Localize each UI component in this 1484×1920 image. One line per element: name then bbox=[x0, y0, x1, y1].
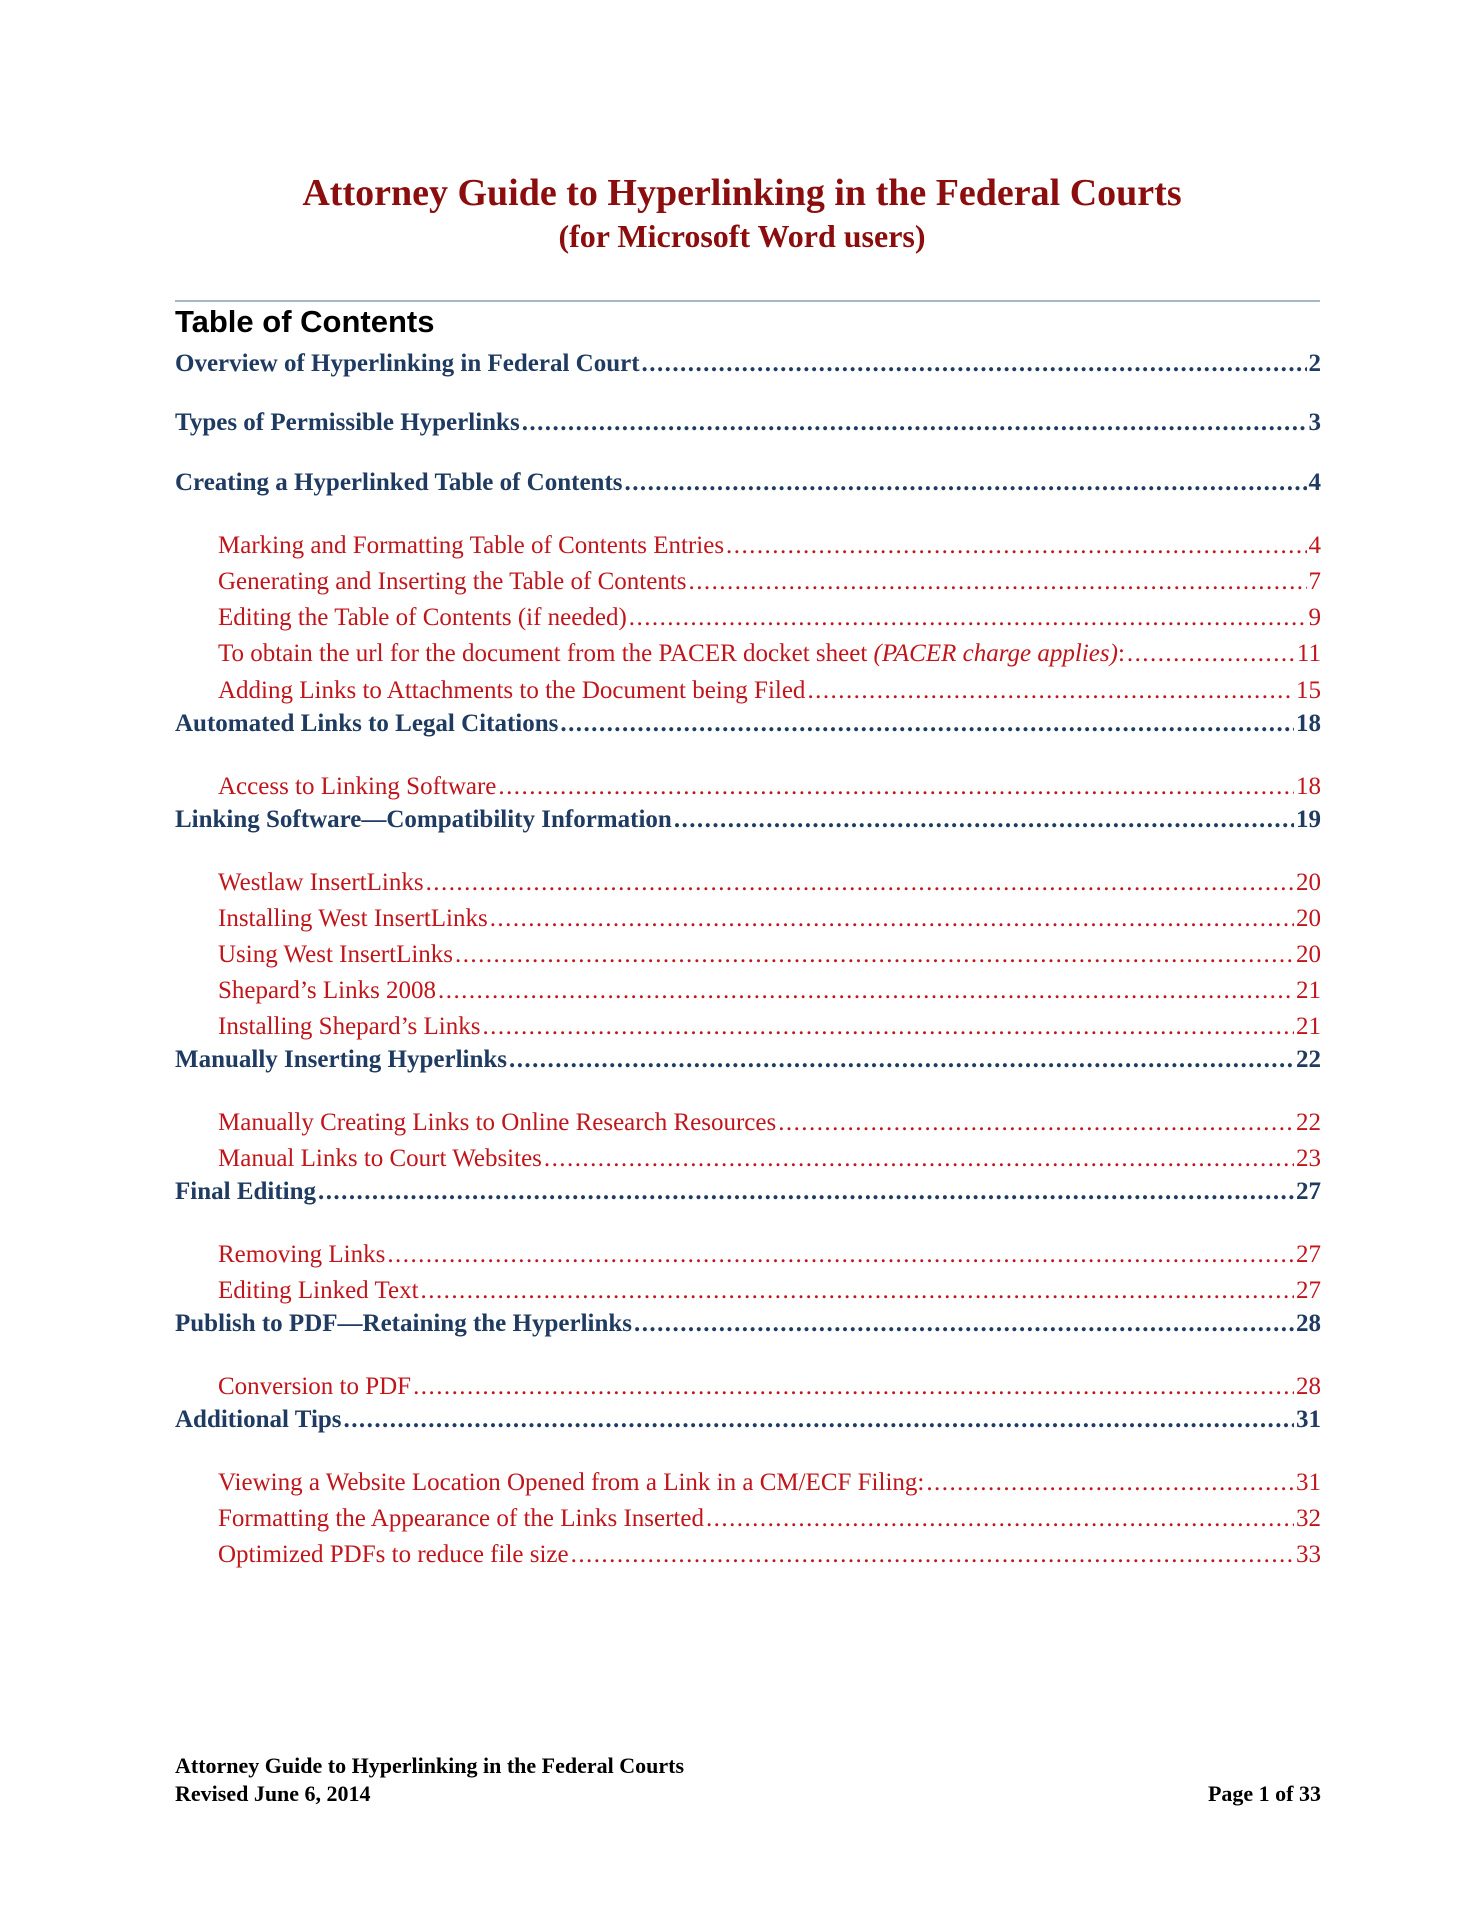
toc-page-number: 18 bbox=[1296, 710, 1321, 737]
dot-leader bbox=[689, 568, 1307, 596]
toc-page-number: 20 bbox=[1296, 941, 1321, 968]
dot-leader bbox=[625, 469, 1307, 497]
dot-leader bbox=[807, 677, 1294, 705]
toc-page-number: 22 bbox=[1296, 1109, 1321, 1136]
toc-page-number: 20 bbox=[1296, 869, 1321, 896]
toc-entry-label: To obtain the url for the document from the PACER docket sheet (PACER charge applies): bbox=[218, 640, 1125, 667]
toc-entry-label: Final Editing bbox=[175, 1178, 317, 1205]
toc-page-number: 9 bbox=[1308, 604, 1321, 631]
toc-subsection-link[interactable] bbox=[218, 1145, 1321, 1173]
toc-entry-label: Shepard’s Links 2008 bbox=[218, 977, 437, 1004]
dot-leader bbox=[482, 1013, 1294, 1041]
dot-leader bbox=[706, 1505, 1294, 1533]
toc-page-number: 27 bbox=[1296, 1241, 1321, 1268]
toc-section-link[interactable] bbox=[175, 1178, 1321, 1206]
toc-entry-label: Viewing a Website Location Opened from a Link in a CM/ECF Filing: bbox=[218, 1469, 925, 1496]
dot-leader bbox=[674, 806, 1294, 834]
dot-leader bbox=[318, 1178, 1294, 1206]
toc-page-number: 28 bbox=[1296, 1373, 1321, 1400]
toc-section-link[interactable] bbox=[175, 710, 1321, 738]
toc-entry-label: Editing the Table of Contents (if needed) bbox=[218, 604, 627, 631]
dot-leader bbox=[778, 1109, 1294, 1137]
toc-subsection-link[interactable] bbox=[218, 869, 1321, 897]
toc-subsection-link[interactable] bbox=[218, 1277, 1321, 1305]
dot-leader bbox=[509, 1046, 1294, 1074]
toc-page-number: 31 bbox=[1296, 1406, 1321, 1433]
toc-entry-label: Publish to PDF—Retaining the Hyperlinks bbox=[175, 1310, 632, 1337]
toc-subsection-link[interactable] bbox=[218, 1109, 1321, 1137]
toc-entry-label: Using West InsertLinks bbox=[218, 941, 454, 968]
dot-leader bbox=[571, 1541, 1294, 1569]
toc-entry-label: Overview of Hyperlinking in Federal Court bbox=[175, 350, 640, 377]
toc-page-number: 4 bbox=[1308, 469, 1321, 496]
document-subtitle: (for Microsoft Word users) bbox=[558, 218, 926, 254]
toc-entry-label: Editing Linked Text bbox=[218, 1277, 419, 1304]
toc-page-number: 11 bbox=[1296, 640, 1321, 667]
toc-page-number: 15 bbox=[1296, 677, 1321, 704]
toc-subsection-link[interactable] bbox=[218, 568, 1321, 596]
dot-leader bbox=[498, 773, 1294, 801]
toc-page-number: 33 bbox=[1296, 1541, 1321, 1568]
toc-entry-label: Manual Links to Court Websites bbox=[218, 1145, 542, 1172]
toc-entry-label: Removing Links bbox=[218, 1241, 386, 1268]
toc-entry-label: Westlaw InsertLinks bbox=[218, 869, 424, 896]
toc-entry-label: Types of Permissible Hyperlinks bbox=[175, 409, 520, 436]
toc-entry-label: Manually Creating Links to Online Research Resources bbox=[218, 1109, 777, 1136]
toc-page-number: 18 bbox=[1296, 773, 1321, 800]
toc-entry-label: Creating a Hyperlinked Table of Contents bbox=[175, 469, 623, 496]
dot-leader bbox=[642, 350, 1307, 378]
toc-page-number: 21 bbox=[1296, 1013, 1321, 1040]
toc-page-number: 32 bbox=[1296, 1505, 1321, 1532]
toc-entry-label: Manually Inserting Hyperlinks bbox=[175, 1046, 507, 1073]
toc-section-link[interactable] bbox=[175, 1046, 1321, 1074]
toc-subsection-link[interactable] bbox=[218, 640, 1321, 668]
toc-page-number: 3 bbox=[1308, 409, 1321, 436]
toc-page-number: 22 bbox=[1296, 1046, 1321, 1073]
toc-subsection-link[interactable] bbox=[218, 1469, 1321, 1497]
heading-divider bbox=[175, 300, 1320, 302]
dot-leader bbox=[726, 532, 1306, 560]
toc-section-link[interactable] bbox=[175, 1406, 1321, 1434]
dot-leader bbox=[522, 409, 1307, 437]
toc-entry-label: Additional Tips bbox=[175, 1406, 342, 1433]
toc-entry-label: Access to Linking Software bbox=[218, 773, 497, 800]
toc-section-link[interactable] bbox=[175, 409, 1321, 437]
toc-subsection-link[interactable] bbox=[218, 905, 1321, 933]
dot-leader bbox=[544, 1145, 1294, 1173]
dot-leader bbox=[926, 1469, 1294, 1497]
dot-leader bbox=[344, 1406, 1294, 1434]
toc-subsection-link[interactable] bbox=[218, 773, 1321, 801]
dot-leader bbox=[455, 941, 1294, 969]
toc-entry-label: Optimized PDFs to reduce file size bbox=[218, 1541, 569, 1568]
dot-leader bbox=[629, 604, 1307, 632]
toc-entry-label: Linking Software—Compatibility Information bbox=[175, 806, 672, 833]
toc-subsection-link[interactable] bbox=[218, 532, 1321, 560]
toc-page-number: 27 bbox=[1296, 1178, 1321, 1205]
footer-page-number: Page 1 of 33 bbox=[1207, 1781, 1321, 1806]
dot-leader bbox=[438, 977, 1294, 1005]
dot-leader bbox=[490, 905, 1294, 933]
toc-subsection-link[interactable] bbox=[218, 1373, 1321, 1401]
footer-title: Attorney Guide to Hyperlinking in the Federal Courts bbox=[175, 1753, 685, 1778]
toc-subsection-link[interactable] bbox=[218, 1505, 1321, 1533]
dot-leader bbox=[426, 869, 1294, 897]
toc-entry-label: Conversion to PDF bbox=[218, 1373, 412, 1400]
toc-subsection-link[interactable] bbox=[218, 941, 1321, 969]
toc-section-link[interactable] bbox=[175, 350, 1321, 378]
toc-section-link[interactable] bbox=[175, 806, 1321, 834]
title-block bbox=[0, 170, 1484, 256]
toc-heading: Table of Contents bbox=[175, 304, 435, 339]
dot-leader bbox=[634, 1310, 1294, 1338]
toc-page-number: 27 bbox=[1296, 1277, 1321, 1304]
toc-page-number: 28 bbox=[1296, 1310, 1321, 1337]
dot-leader bbox=[1127, 640, 1295, 668]
toc-entry-label: Installing Shepard’s Links bbox=[218, 1013, 481, 1040]
page-footer bbox=[175, 1752, 1321, 1808]
toc-entry-label: Adding Links to Attachments to the Document being Filed bbox=[218, 677, 806, 704]
toc-entry-label: Marking and Formatting Table of Contents Entries bbox=[218, 532, 725, 559]
document-title: Attorney Guide to Hyperlinking in the Federal Courts bbox=[302, 172, 1182, 214]
toc-entry-label: Generating and Inserting the Table of Contents bbox=[218, 568, 687, 595]
toc-subsection-link[interactable] bbox=[218, 1241, 1321, 1269]
toc-entry-label: Formatting the Appearance of the Links Inserted bbox=[218, 1505, 704, 1532]
toc-page-number: 20 bbox=[1296, 905, 1321, 932]
toc-subsection-link[interactable] bbox=[218, 1541, 1321, 1569]
toc-page-number: 31 bbox=[1296, 1469, 1321, 1496]
dot-leader bbox=[560, 710, 1294, 738]
toc-page-number: 2 bbox=[1308, 350, 1321, 377]
toc-subsection-link[interactable] bbox=[218, 604, 1321, 632]
dot-leader bbox=[413, 1373, 1294, 1401]
footer-revised: Revised June 6, 2014 bbox=[175, 1781, 371, 1806]
toc-entry-label: Automated Links to Legal Citations bbox=[175, 710, 559, 737]
toc-page-number: 7 bbox=[1308, 568, 1321, 595]
dot-leader bbox=[421, 1277, 1294, 1305]
toc-section-link[interactable] bbox=[175, 1310, 1321, 1338]
toc-entry-label: Installing West InsertLinks bbox=[218, 905, 488, 932]
toc-page-number: 19 bbox=[1296, 806, 1321, 833]
toc-page-number: 23 bbox=[1296, 1145, 1321, 1172]
toc-subsection-link[interactable] bbox=[218, 677, 1321, 705]
dot-leader bbox=[387, 1241, 1294, 1269]
toc-page-number: 4 bbox=[1308, 532, 1321, 559]
toc-subsection-link[interactable] bbox=[218, 1013, 1321, 1041]
toc-section-link[interactable] bbox=[175, 469, 1321, 497]
toc-subsection-link[interactable] bbox=[218, 977, 1321, 1005]
toc-page-number: 21 bbox=[1296, 977, 1321, 1004]
